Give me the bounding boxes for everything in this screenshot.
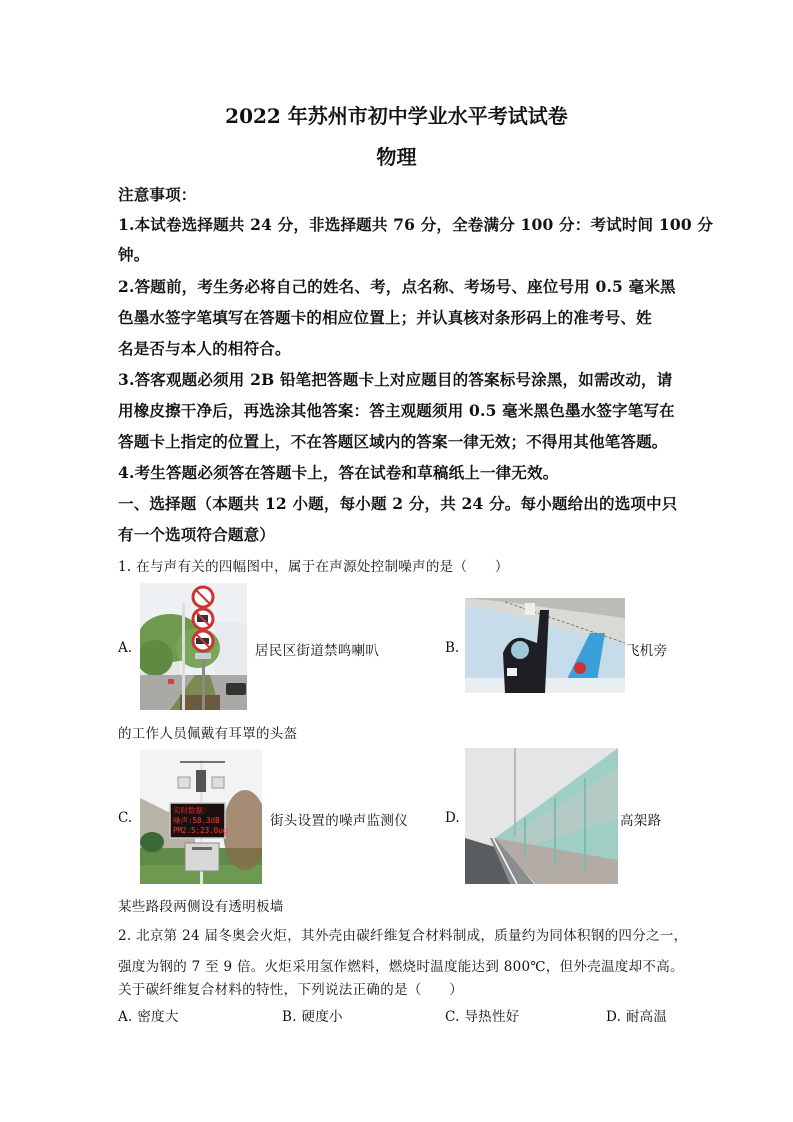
option-d-text-continued: 某些路段两侧设有透明板墙 [118, 899, 284, 915]
question-1-stem: 1. 在与声有关的四幅图中，属于在声源处控制噪声的是（ ） [118, 559, 509, 575]
notice-line: 2.答题前，考生务必将自己的姓名、考，点名称、考场号、座位号用 0.5 毫米黑 [118, 277, 676, 296]
airport-worker-earmuffs-photo [465, 598, 625, 693]
q2-option-d [606, 1005, 667, 1025]
monitor-line-1: 实时数据： [173, 806, 211, 815]
notice-line: 用橡皮擦干净后，再选涂其他答案：答主观题须用 0.5 毫米黑色墨水签字笔写在 [118, 401, 675, 420]
question-2-stem: 2. 北京第 24 届冬奥会火炬，其外壳由碳纤维复合材料制成，质量约为同体积钢的四分之一， [118, 928, 688, 944]
option-a-text: 居民区街道禁鸣喇叭 [255, 643, 380, 659]
q2-option-d-text: 耐高温 [625, 1009, 668, 1025]
notice-line: 色墨水签字笔填写在答题卡的相应位置上；并认真核对条形码上的准考号、姓 [118, 308, 652, 327]
notice-line: 4.考生答题必须答在答题卡上，答在试卷和草稿纸上一律无效。 [118, 463, 559, 482]
notice-line: 答题卡上指定的位置上，不在答题区域内的答案一律无效；不得用其他笔答题。 [118, 432, 668, 451]
q2-option-c-text: 导热性好 [464, 1009, 520, 1025]
question-2-stem: 关于碳纤维复合材料的特性，下列说法正确的是（ ） [118, 982, 463, 998]
section-heading: 有一个选项符合题意） [118, 525, 276, 544]
q2-option-a-text: 密度大 [137, 1009, 179, 1025]
option-d-label: D. [445, 810, 460, 826]
page-title: 2022 年苏州市初中学业水平考试试卷 [225, 104, 568, 128]
option-a-label: A. [118, 640, 133, 656]
q2-option-a [118, 1005, 179, 1025]
q2-option-a-label: A. [118, 1009, 133, 1025]
q2-option-b [282, 1005, 343, 1025]
q2-option-c-label: C. [445, 1009, 460, 1025]
q2-option-b-text: 硬度小 [301, 1009, 343, 1025]
q2-option-d-label: D. [606, 1009, 622, 1025]
notice-line: 1.本试卷选择题共 24 分，非选择题共 76 分，全卷满分 100 分：考试时间 100 分 [118, 215, 714, 234]
noise-monitor-photo [140, 750, 262, 884]
notice-line: 3.答客观题必须用 2B 铅笔把答题卡上对应题目的答案标号涂黑，如需改动，请 [118, 370, 673, 389]
q2-option-c [445, 1005, 520, 1025]
monitor-line-3: PM2.5:23.0ug [173, 826, 228, 835]
q2-option-b-label: B. [282, 1009, 297, 1025]
notice-line: 名是否与本人的相符合。 [118, 339, 291, 358]
notice-line: 钟。 [118, 245, 150, 264]
section-heading: 一、选择题（本题共 12 小题，每小题 2 分，共 24 分。每小题给出的选项中只 [118, 494, 678, 513]
option-c-text: 街头设置的噪声监测仪 [270, 813, 408, 829]
option-b-label: B. [445, 640, 460, 656]
option-d-text: 高架路 [620, 813, 662, 829]
notice-heading: 注意事项： [118, 185, 197, 204]
option-b-text-continued: 的工作人员佩戴有耳罩的头盔 [118, 726, 298, 742]
question-2-stem: 强度为钢的 7 至 9 倍。火炬采用氢作燃料，燃烧时温度能达到 800℃，但外壳温度却不高。 [118, 959, 684, 975]
subject-title: 物理 [376, 145, 417, 169]
option-c-label: C. [118, 810, 133, 826]
monitor-line-2: 噪声:58.3dB [173, 816, 220, 825]
option-b-text: 飞机旁 [626, 643, 668, 659]
elevated-road-sound-barrier-photo [465, 748, 618, 884]
street-no-horn-signs-photo [140, 583, 247, 710]
